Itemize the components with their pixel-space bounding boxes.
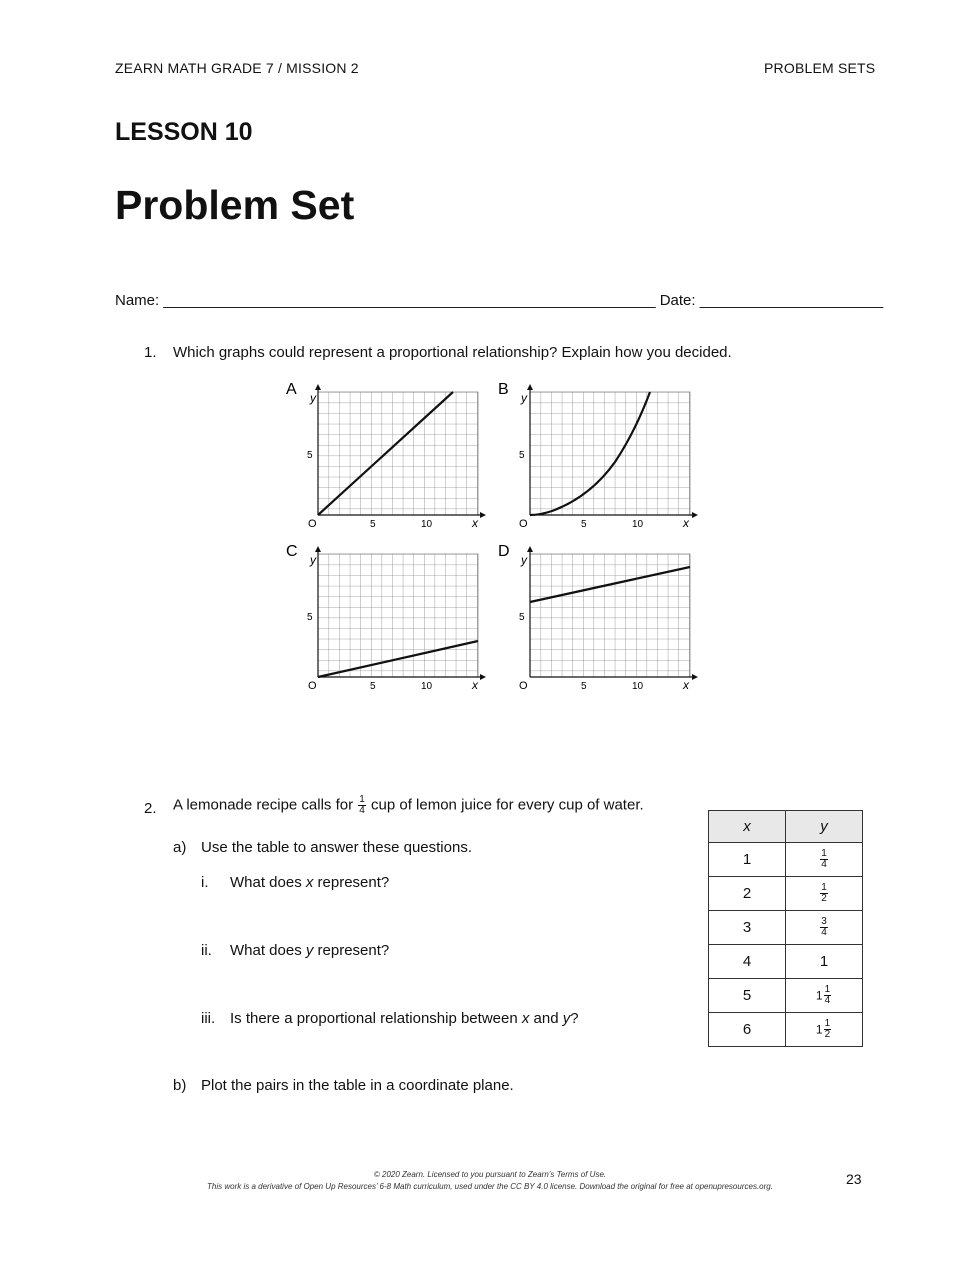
page-title: Problem Set [115, 182, 355, 228]
table-body [709, 843, 863, 1047]
q2-text [173, 795, 644, 816]
lesson-label: LESSON 10 [115, 118, 253, 146]
footer-attribution: This work is a derivative of Open Up Resources’ 6-8 Math curriculum, used under the CC BY 4.0 license. Download the original for free at openupresources.org. [207, 1182, 773, 1191]
q2a-i-text [230, 874, 389, 891]
table-cell-y [786, 979, 863, 1013]
graph-a-origin: O [308, 518, 317, 530]
graph-b-y-label: y [521, 391, 527, 405]
q2a-iii-label: iii. [201, 1010, 216, 1027]
graph-a-y-label: y [310, 391, 316, 405]
graph-d-x-tick-10: 10 [632, 681, 644, 692]
graph-c-y-tick: 5 [307, 612, 313, 623]
table-header-row [709, 811, 863, 843]
q2-frac-den: 4 [359, 805, 365, 816]
q2a-label: a) [173, 839, 187, 856]
y-fraction [824, 1019, 832, 1040]
y-frac-den: 4 [821, 859, 827, 870]
graph-a-x-tick-5: 5 [370, 519, 376, 530]
q2b-text: Plot the pairs in the table in a coordinate plane. [201, 1077, 514, 1094]
table-cell-y [786, 1013, 863, 1047]
graph-c [315, 546, 486, 680]
graph-c-letter: C [286, 543, 298, 560]
q2a-ii-label: ii. [201, 942, 212, 959]
table-row [709, 911, 863, 945]
q2a-i-before: What does [230, 874, 306, 891]
q2b-label: b) [173, 1077, 187, 1094]
table-row [709, 979, 863, 1013]
q2a-i-var: x [305, 874, 314, 891]
table-row [709, 945, 863, 979]
graph-a-x-tick-10: 10 [421, 519, 433, 530]
q2-number: 2. [144, 800, 157, 817]
table-row [709, 877, 863, 911]
q2a-i-label: i. [201, 874, 209, 891]
q2a-iii-text [230, 1010, 579, 1027]
y-frac-den: 2 [824, 1029, 831, 1040]
table-header-x: x [709, 811, 786, 843]
name-date-line: Name: ___________________________________________________________ Date: ______________________ [115, 292, 884, 309]
graph-b-origin: O [519, 518, 528, 530]
q2a-iii-var2: y [562, 1010, 571, 1027]
graphs-figure [280, 372, 700, 702]
q2a-i-after: represent? [313, 874, 390, 891]
xy-table [708, 810, 863, 1047]
y-frac-den: 2 [821, 893, 827, 904]
table-cell-y [786, 945, 863, 979]
table-cell-x: 5 [709, 979, 786, 1013]
y-fraction [824, 985, 832, 1006]
graph-a-letter: A [286, 381, 297, 398]
q2a-ii-before: What does [230, 942, 306, 959]
table-cell-x: 1 [709, 843, 786, 877]
q2-frac-num: 1 [359, 794, 365, 805]
graph-b [527, 384, 698, 518]
graph-d-origin: O [519, 680, 528, 692]
q2-text-after: cup of lemon juice for every cup of water. [371, 796, 644, 814]
table-header-y: y [786, 811, 863, 843]
graph-b-letter: B [498, 381, 509, 398]
graph-b-y-tick: 5 [519, 450, 525, 461]
graph-b-x-label: x [683, 516, 689, 530]
q2a-ii-text [230, 942, 389, 959]
table-row [709, 1013, 863, 1047]
graph-c-x-tick-10: 10 [421, 681, 433, 692]
y-fraction [820, 917, 828, 938]
y-frac-den: 4 [821, 927, 827, 938]
q2a-ii-var: y [305, 942, 314, 959]
graph-d-x-tick-5: 5 [581, 681, 587, 692]
graph-c-origin: O [308, 680, 317, 692]
footer-license: © 2020 Zearn. Licensed to you pursuant to Zearn’s Terms of Use. [373, 1170, 607, 1179]
graph-a-x-label: x [472, 516, 478, 530]
table-cell-x: 2 [709, 877, 786, 911]
graph-d-y-label: y [521, 553, 527, 567]
graph-c-x-tick-5: 5 [370, 681, 376, 692]
y-frac-num: 1 [824, 1018, 831, 1029]
graph-c-y-label: y [310, 553, 316, 567]
q2a-iii-mid: and [529, 1010, 563, 1027]
header-left: ZEARN MATH GRADE 7 / MISSION 2 [115, 60, 359, 76]
graph-b-x-tick-5: 5 [581, 519, 587, 530]
table-cell-x: 6 [709, 1013, 786, 1047]
q1-text: Which graphs could represent a proportional relationship? Explain how you decided. [173, 344, 732, 361]
table-cell-y [786, 911, 863, 945]
table-cell-y [786, 877, 863, 911]
graph-b-x-tick-10: 10 [632, 519, 644, 530]
header-right: PROBLEM SETS [764, 60, 876, 76]
graph-d [527, 546, 698, 680]
table-row [709, 843, 863, 877]
q2a-text: Use the table to answer these questions. [201, 839, 472, 856]
y-whole: 1 [819, 953, 829, 970]
y-frac-num: 1 [821, 882, 827, 893]
q2a-ii-after: represent? [313, 942, 390, 959]
q2a-iii-before: Is there a proportional relationship between [230, 1010, 522, 1027]
q2-fraction [358, 795, 366, 816]
graph-d-letter: D [498, 543, 510, 560]
graph-a-y-tick: 5 [307, 450, 313, 461]
graph-a [315, 384, 486, 518]
y-frac-num: 3 [821, 916, 827, 927]
graph-d-y-tick: 5 [519, 612, 525, 623]
graph-c-x-label: x [472, 678, 478, 692]
page-number: 23 [846, 1171, 862, 1187]
y-whole: 1 [815, 988, 823, 1003]
q1-number: 1. [144, 344, 157, 361]
table-cell-y [786, 843, 863, 877]
y-fraction [820, 849, 828, 870]
table-cell-x: 3 [709, 911, 786, 945]
y-frac-num: 1 [821, 848, 827, 859]
y-whole: 1 [815, 1022, 823, 1037]
graph-d-x-label: x [683, 678, 689, 692]
y-frac-num: 1 [824, 984, 831, 995]
q2a-iii-after: ? [570, 1010, 579, 1027]
y-fraction [820, 883, 828, 904]
y-frac-den: 4 [824, 995, 831, 1006]
q2a-iii-var1: x [521, 1010, 530, 1027]
q2-text-before: A lemonade recipe calls for [173, 796, 354, 814]
table-cell-x: 4 [709, 945, 786, 979]
